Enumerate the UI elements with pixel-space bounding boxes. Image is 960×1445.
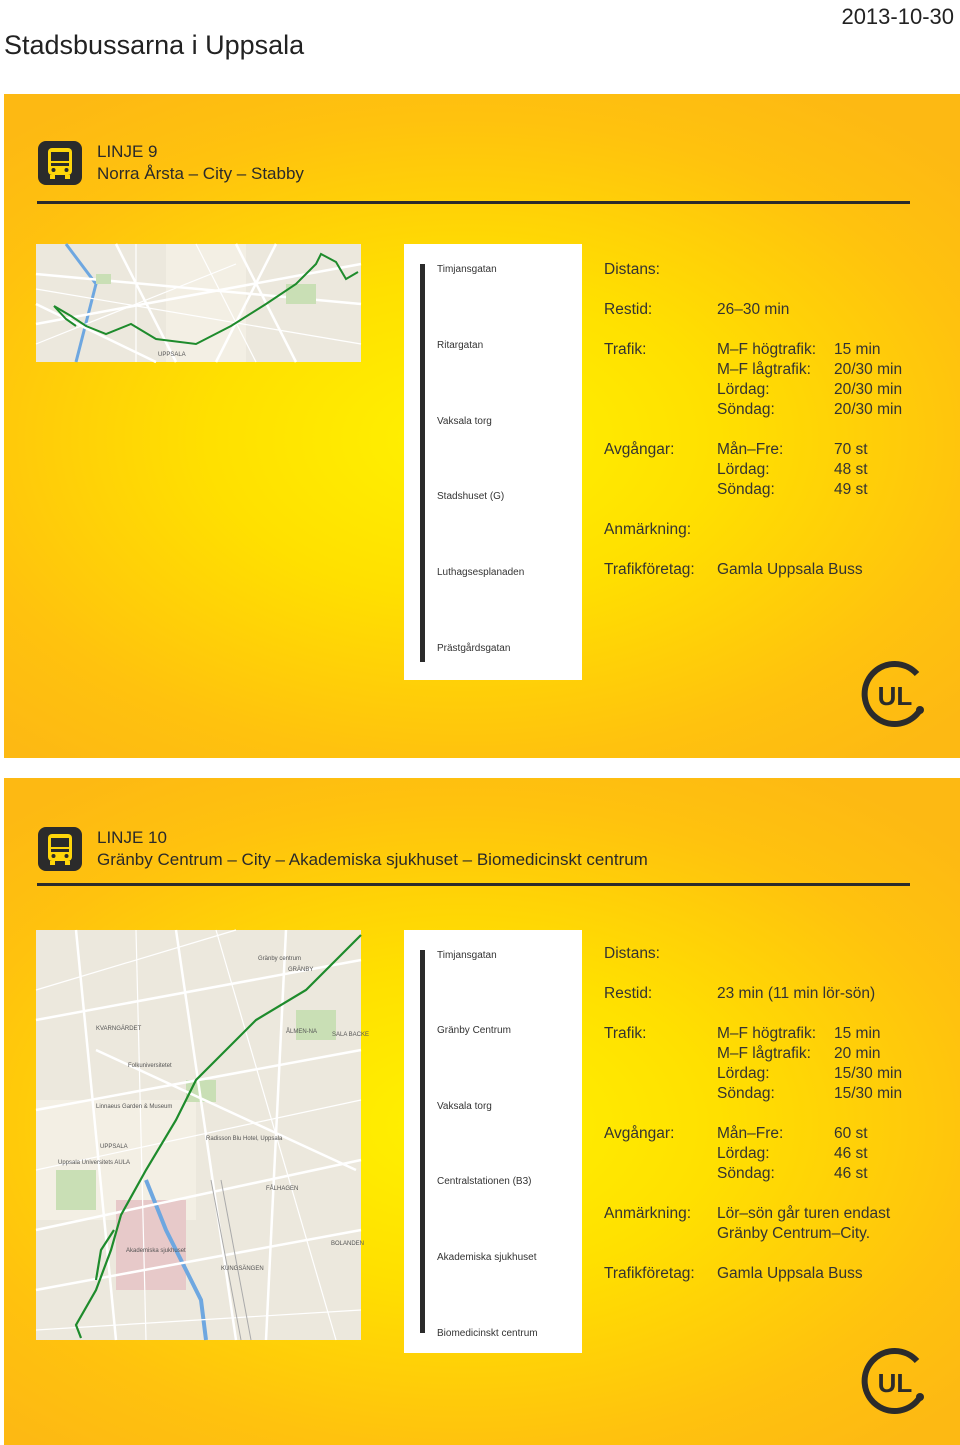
map-label: Gränby centrum — [258, 956, 302, 962]
map-label: Radisson Blu Hotel, Uppsala — [206, 1136, 283, 1142]
map-label: KVARNGÄRDET — [96, 1026, 142, 1032]
label-restid: Restid: — [604, 985, 653, 1002]
label-restid: Restid: — [604, 301, 653, 318]
map-label: KUNGSÄNGEN — [221, 1266, 264, 1272]
trafik-label: M–F lågtrafik: — [717, 361, 811, 378]
svg-text:UL: UL — [877, 1368, 913, 1398]
line-route: Norra Årsta – City – Stabby — [97, 164, 304, 183]
map-label: ÅLMEN-NA — [286, 1029, 318, 1035]
stop-list — [404, 244, 582, 680]
map-label: BOLANDEN — [331, 1241, 365, 1247]
map-label: Akademiska sjukhuset — [126, 1248, 186, 1254]
line-number: LINJE 9 — [97, 142, 158, 161]
trafikforetag-value: Gamla Uppsala Buss — [717, 561, 863, 578]
trafik-value: 15 min — [834, 1025, 881, 1042]
stop-list — [404, 930, 582, 1353]
trafik-value: 20/30 min — [834, 401, 903, 418]
stop: Vaksala torg — [437, 416, 492, 427]
stop: Timjansgatan — [437, 264, 497, 275]
avgangar-value: 48 st — [834, 461, 868, 478]
label-avgangar: Avgångar: — [604, 441, 675, 458]
avgangar-value: 46 st — [834, 1165, 868, 1182]
anmarkning-value: Lör–sön går turen endast — [717, 1205, 891, 1222]
avgangar-value: 60 st — [834, 1125, 868, 1142]
trafik-label: M–F lågtrafik: — [717, 1045, 811, 1062]
avgangar-label: Mån–Fre: — [717, 1125, 784, 1142]
route-map[interactable] — [36, 930, 370, 1340]
map-label: GRÄNBY — [288, 967, 314, 973]
stop: Biomedicinskt centrum — [437, 1328, 538, 1339]
trafik-value: 20/30 min — [834, 381, 903, 398]
trafik-value: 15/30 min — [834, 1085, 903, 1102]
stop: Prästgårdsgatan — [437, 643, 511, 654]
avgangar-value: 49 st — [834, 481, 868, 498]
avgangar-value: 46 st — [834, 1145, 868, 1162]
label-trafik: Trafik: — [604, 341, 647, 358]
page-title: Stadsbussarna i Uppsala — [4, 30, 305, 60]
avgangar-value: 70 st — [834, 441, 868, 458]
divider — [37, 883, 910, 886]
stop: Akademiska sjukhuset — [437, 1252, 537, 1263]
trafik-value: 15 min — [834, 341, 881, 358]
route-line — [420, 950, 425, 1333]
route-map-graphic — [36, 930, 370, 1340]
bus-icon — [38, 141, 82, 185]
stop: Vaksala torg — [437, 1101, 492, 1112]
line-title — [97, 827, 648, 871]
line-title — [97, 141, 304, 185]
avgangar-label: Lördag: — [717, 1145, 770, 1162]
route-map-graphic — [36, 244, 361, 362]
restid-value: 26–30 min — [717, 301, 790, 318]
label-trafikforetag: Trafikföretag: — [604, 1265, 695, 1282]
line10-panel — [4, 778, 960, 1445]
map-label: SALA BACKE — [332, 1032, 370, 1038]
label-anmarkning: Anmärkning: — [604, 1205, 692, 1222]
trafik-label: Lördag: — [717, 381, 770, 398]
stop: Timjansgatan — [437, 950, 497, 961]
map-label: Linnaeus Garden & Museum — [96, 1104, 173, 1110]
svg-text:UL: UL — [877, 681, 913, 711]
trafik-label: Lördag: — [717, 1065, 770, 1082]
avgangar-label: Lördag: — [717, 461, 770, 478]
trafik-label: Söndag: — [717, 1085, 775, 1102]
trafik-label: M–F högtrafik: — [717, 341, 817, 358]
avgangar-label: Mån–Fre: — [717, 441, 784, 458]
label-avgangar: Avgångar: — [604, 1125, 675, 1142]
map-label: UPPSALA — [100, 1144, 128, 1150]
trafik-value: 15/30 min — [834, 1065, 903, 1082]
trafikforetag-value: Gamla Uppsala Buss — [717, 1265, 863, 1282]
stop: Gränby Centrum — [437, 1025, 511, 1036]
trafik-value: 20/30 min — [834, 361, 903, 378]
divider — [37, 201, 910, 204]
label-distans: Distans: — [604, 945, 660, 962]
trafik-label: Söndag: — [717, 401, 775, 418]
avgangar-label: Söndag: — [717, 481, 775, 498]
stop: Luthagsesplanaden — [437, 567, 525, 578]
route-line — [420, 264, 425, 662]
label-trafik: Trafik: — [604, 1025, 647, 1042]
route-map[interactable] — [36, 244, 361, 362]
ul-logo — [860, 1347, 930, 1417]
trafik-label: M–F högtrafik: — [717, 1025, 817, 1042]
map-label: UPPSALA — [158, 352, 186, 358]
restid-value: 23 min (11 min lör-sön) — [717, 985, 876, 1002]
page-date: 2013-10-30 — [841, 4, 954, 29]
map-label: Uppsala Universitets AULA — [58, 1160, 131, 1166]
label-anmarkning: Anmärkning: — [604, 521, 692, 538]
line-number: LINJE 10 — [97, 828, 167, 847]
line-route: Gränby Centrum – City – Akademiska sjukhuset – Biomedicinskt centrum — [97, 850, 648, 869]
stop: Ritargatan — [437, 340, 484, 351]
avgangar-label: Söndag: — [717, 1165, 775, 1182]
bus-icon — [38, 827, 82, 871]
label-distans: Distans: — [604, 261, 660, 278]
map-label: FÅLHAGEN — [266, 1186, 299, 1192]
ul-logo — [860, 660, 930, 730]
label-trafikforetag: Trafikföretag: — [604, 561, 695, 578]
anmarkning-value: Gränby Centrum–City. — [717, 1225, 871, 1242]
map-label: Folkuniversitetet — [128, 1063, 172, 1069]
trafik-value: 20 min — [834, 1045, 881, 1062]
line9-panel — [4, 94, 960, 758]
stop: Centralstationen (B3) — [437, 1176, 532, 1187]
stop: Stadshuset (G) — [437, 491, 505, 502]
